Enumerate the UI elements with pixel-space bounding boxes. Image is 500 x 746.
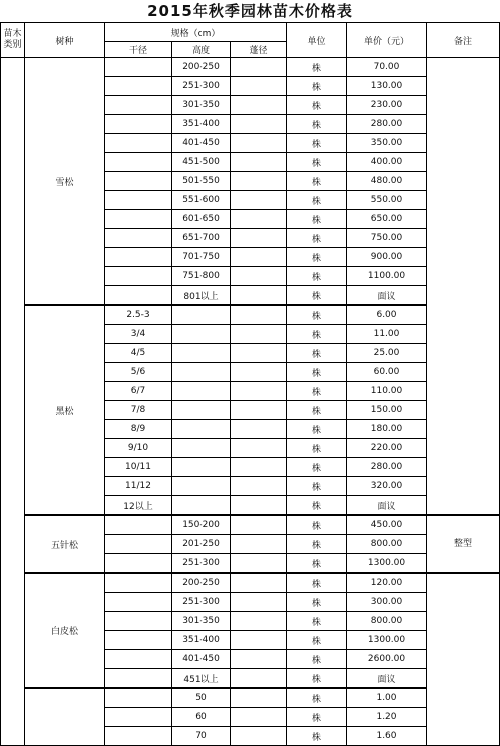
table-row xyxy=(1,573,500,593)
trunk-cell: 8/9 xyxy=(105,420,172,439)
note-cell xyxy=(427,58,500,516)
unit-cell: 株 xyxy=(287,58,347,77)
crown-cell xyxy=(231,650,287,669)
trunk-cell: 12以上 xyxy=(105,496,172,516)
category-cell xyxy=(1,58,25,746)
price-cell: 280.00 xyxy=(347,458,427,477)
height-cell: 351-400 xyxy=(172,631,231,650)
trunk-cell: 10/11 xyxy=(105,458,172,477)
unit-cell: 株 xyxy=(287,191,347,210)
trunk-cell xyxy=(105,134,172,153)
height-cell: 751-800 xyxy=(172,267,231,286)
height-cell xyxy=(172,401,231,420)
price-cell: 11.00 xyxy=(347,325,427,344)
price-cell: 1100.00 xyxy=(347,267,427,286)
trunk-cell xyxy=(105,248,172,267)
trunk-cell: 11/12 xyxy=(105,477,172,496)
unit-cell: 株 xyxy=(287,210,347,229)
unit-cell: 株 xyxy=(287,172,347,191)
crown-cell xyxy=(231,134,287,153)
trunk-cell xyxy=(105,191,172,210)
price-cell: 550.00 xyxy=(347,191,427,210)
trunk-cell: 6/7 xyxy=(105,382,172,401)
trunk-cell xyxy=(105,77,172,96)
unit-cell: 株 xyxy=(287,727,347,746)
trunk-cell xyxy=(105,286,172,306)
crown-cell xyxy=(231,325,287,344)
height-cell: 251-300 xyxy=(172,593,231,612)
header-crown: 蓬径 xyxy=(231,42,287,58)
unit-cell: 株 xyxy=(287,496,347,516)
crown-cell xyxy=(231,420,287,439)
crown-cell xyxy=(231,363,287,382)
unit-cell: 株 xyxy=(287,573,347,593)
price-cell: 800.00 xyxy=(347,535,427,554)
unit-cell: 株 xyxy=(287,286,347,306)
crown-cell xyxy=(231,477,287,496)
table-row xyxy=(1,515,500,535)
price-cell: 750.00 xyxy=(347,229,427,248)
crown-cell xyxy=(231,612,287,631)
height-cell: 301-350 xyxy=(172,96,231,115)
crown-cell xyxy=(231,554,287,574)
height-cell: 651-700 xyxy=(172,229,231,248)
unit-cell: 株 xyxy=(287,325,347,344)
trunk-cell xyxy=(105,96,172,115)
price-cell: 650.00 xyxy=(347,210,427,229)
crown-cell xyxy=(231,172,287,191)
trunk-cell xyxy=(105,669,172,689)
crown-cell xyxy=(231,210,287,229)
header-spec: 规格（cm） xyxy=(105,23,287,42)
table-row xyxy=(1,58,500,77)
trunk-cell xyxy=(105,172,172,191)
unit-cell: 株 xyxy=(287,229,347,248)
price-cell: 150.00 xyxy=(347,401,427,420)
crown-cell xyxy=(231,344,287,363)
trunk-cell xyxy=(105,573,172,593)
price-cell: 1.20 xyxy=(347,708,427,727)
unit-cell: 株 xyxy=(287,593,347,612)
price-cell: 面议 xyxy=(347,669,427,689)
height-cell: 401-450 xyxy=(172,650,231,669)
crown-cell xyxy=(231,708,287,727)
crown-cell xyxy=(231,229,287,248)
header-unit: 单位 xyxy=(287,23,347,58)
height-cell: 451以上 xyxy=(172,669,231,689)
price-cell: 300.00 xyxy=(347,593,427,612)
trunk-cell: 3/4 xyxy=(105,325,172,344)
unit-cell: 株 xyxy=(287,458,347,477)
height-cell: 201-250 xyxy=(172,535,231,554)
height-cell: 801以上 xyxy=(172,286,231,306)
header-category: 苗木类别 xyxy=(1,23,25,58)
trunk-cell xyxy=(105,688,172,708)
height-cell: 601-650 xyxy=(172,210,231,229)
crown-cell xyxy=(231,248,287,267)
unit-cell: 株 xyxy=(287,134,347,153)
unit-cell: 株 xyxy=(287,382,347,401)
unit-cell: 株 xyxy=(287,669,347,689)
price-cell: 450.00 xyxy=(347,515,427,535)
price-cell: 2600.00 xyxy=(347,650,427,669)
crown-cell xyxy=(231,458,287,477)
height-cell xyxy=(172,305,231,325)
header-height: 高度 xyxy=(172,42,231,58)
price-cell: 面议 xyxy=(347,496,427,516)
table-row xyxy=(1,688,500,708)
height-cell: 200-250 xyxy=(172,58,231,77)
trunk-cell xyxy=(105,115,172,134)
price-cell: 1.00 xyxy=(347,688,427,708)
unit-cell: 株 xyxy=(287,153,347,172)
height-cell: 251-300 xyxy=(172,554,231,574)
crown-cell xyxy=(231,382,287,401)
crown-cell xyxy=(231,515,287,535)
height-cell xyxy=(172,496,231,516)
trunk-cell: 7/8 xyxy=(105,401,172,420)
unit-cell: 株 xyxy=(287,248,347,267)
height-cell: 551-600 xyxy=(172,191,231,210)
sheet-title: 2015年秋季园林苗木价格表 xyxy=(147,2,353,20)
price-cell: 1300.00 xyxy=(347,631,427,650)
crown-cell xyxy=(231,305,287,325)
crown-cell xyxy=(231,631,287,650)
trunk-cell xyxy=(105,631,172,650)
crown-cell xyxy=(231,191,287,210)
crown-cell xyxy=(231,153,287,172)
table-row xyxy=(1,305,500,325)
trunk-cell xyxy=(105,650,172,669)
height-cell: 50 xyxy=(172,688,231,708)
unit-cell: 株 xyxy=(287,420,347,439)
price-cell: 60.00 xyxy=(347,363,427,382)
height-cell: 451-500 xyxy=(172,153,231,172)
trunk-cell: 2.5-3 xyxy=(105,305,172,325)
price-cell: 480.00 xyxy=(347,172,427,191)
header-note: 备注 xyxy=(427,23,500,58)
crown-cell xyxy=(231,439,287,458)
height-cell xyxy=(172,344,231,363)
price-cell: 130.00 xyxy=(347,77,427,96)
unit-cell: 株 xyxy=(287,515,347,535)
height-cell xyxy=(172,458,231,477)
trunk-cell xyxy=(105,267,172,286)
price-cell: 280.00 xyxy=(347,115,427,134)
unit-cell: 株 xyxy=(287,115,347,134)
price-cell: 面议 xyxy=(347,286,427,306)
price-cell: 1300.00 xyxy=(347,554,427,574)
crown-cell xyxy=(231,669,287,689)
trunk-cell xyxy=(105,153,172,172)
price-cell: 1.60 xyxy=(347,727,427,746)
unit-cell: 株 xyxy=(287,363,347,382)
crown-cell xyxy=(231,286,287,306)
trunk-cell xyxy=(105,58,172,77)
crown-cell xyxy=(231,573,287,593)
price-cell: 180.00 xyxy=(347,420,427,439)
species-cell: 黑松 xyxy=(25,305,105,515)
price-cell: 350.00 xyxy=(347,134,427,153)
unit-cell: 株 xyxy=(287,688,347,708)
height-cell: 60 xyxy=(172,708,231,727)
unit-cell: 株 xyxy=(287,554,347,574)
crown-cell xyxy=(231,535,287,554)
price-cell: 25.00 xyxy=(347,344,427,363)
trunk-cell xyxy=(105,593,172,612)
price-cell: 6.00 xyxy=(347,305,427,325)
trunk-cell: 5/6 xyxy=(105,363,172,382)
trunk-cell xyxy=(105,210,172,229)
height-cell: 70 xyxy=(172,727,231,746)
price-cell: 70.00 xyxy=(347,58,427,77)
trunk-cell xyxy=(105,515,172,535)
price-cell: 120.00 xyxy=(347,573,427,593)
height-cell: 701-750 xyxy=(172,248,231,267)
crown-cell xyxy=(231,688,287,708)
height-cell: 351-400 xyxy=(172,115,231,134)
trunk-cell xyxy=(105,612,172,631)
height-cell: 401-450 xyxy=(172,134,231,153)
trunk-cell xyxy=(105,554,172,574)
crown-cell xyxy=(231,401,287,420)
header-species: 树种 xyxy=(25,23,105,58)
crown-cell xyxy=(231,727,287,746)
height-cell xyxy=(172,382,231,401)
unit-cell: 株 xyxy=(287,401,347,420)
unit-cell: 株 xyxy=(287,650,347,669)
height-cell xyxy=(172,325,231,344)
trunk-cell xyxy=(105,727,172,746)
crown-cell xyxy=(231,58,287,77)
unit-cell: 株 xyxy=(287,708,347,727)
price-cell: 900.00 xyxy=(347,248,427,267)
unit-cell: 株 xyxy=(287,535,347,554)
unit-cell: 株 xyxy=(287,631,347,650)
unit-cell: 株 xyxy=(287,344,347,363)
crown-cell xyxy=(231,593,287,612)
note-cell xyxy=(427,573,500,746)
header-trunk: 干径 xyxy=(105,42,172,58)
height-cell: 301-350 xyxy=(172,612,231,631)
price-cell: 110.00 xyxy=(347,382,427,401)
unit-cell: 株 xyxy=(287,96,347,115)
species-cell: 五针松 xyxy=(25,515,105,573)
height-cell xyxy=(172,420,231,439)
price-cell: 320.00 xyxy=(347,477,427,496)
crown-cell xyxy=(231,96,287,115)
height-cell: 501-550 xyxy=(172,172,231,191)
trunk-cell xyxy=(105,229,172,248)
price-cell: 800.00 xyxy=(347,612,427,631)
species-cell: 白皮松 xyxy=(25,573,105,688)
unit-cell: 株 xyxy=(287,305,347,325)
unit-cell: 株 xyxy=(287,612,347,631)
crown-cell xyxy=(231,77,287,96)
height-cell: 150-200 xyxy=(172,515,231,535)
height-cell: 200-250 xyxy=(172,573,231,593)
unit-cell: 株 xyxy=(287,77,347,96)
crown-cell xyxy=(231,115,287,134)
trunk-cell: 4/5 xyxy=(105,344,172,363)
trunk-cell xyxy=(105,708,172,727)
unit-cell: 株 xyxy=(287,439,347,458)
species-cell xyxy=(25,688,105,746)
trunk-cell xyxy=(105,535,172,554)
trunk-cell: 9/10 xyxy=(105,439,172,458)
price-table xyxy=(0,22,500,746)
height-cell xyxy=(172,477,231,496)
price-cell: 220.00 xyxy=(347,439,427,458)
height-cell: 251-300 xyxy=(172,77,231,96)
price-cell: 230.00 xyxy=(347,96,427,115)
height-cell xyxy=(172,439,231,458)
note-cell: 整型 xyxy=(427,515,500,573)
crown-cell xyxy=(231,496,287,516)
unit-cell: 株 xyxy=(287,267,347,286)
crown-cell xyxy=(231,267,287,286)
species-cell: 雪松 xyxy=(25,58,105,306)
unit-cell: 株 xyxy=(287,477,347,496)
header-price: 单价（元） xyxy=(347,23,427,58)
price-cell: 400.00 xyxy=(347,153,427,172)
height-cell xyxy=(172,363,231,382)
